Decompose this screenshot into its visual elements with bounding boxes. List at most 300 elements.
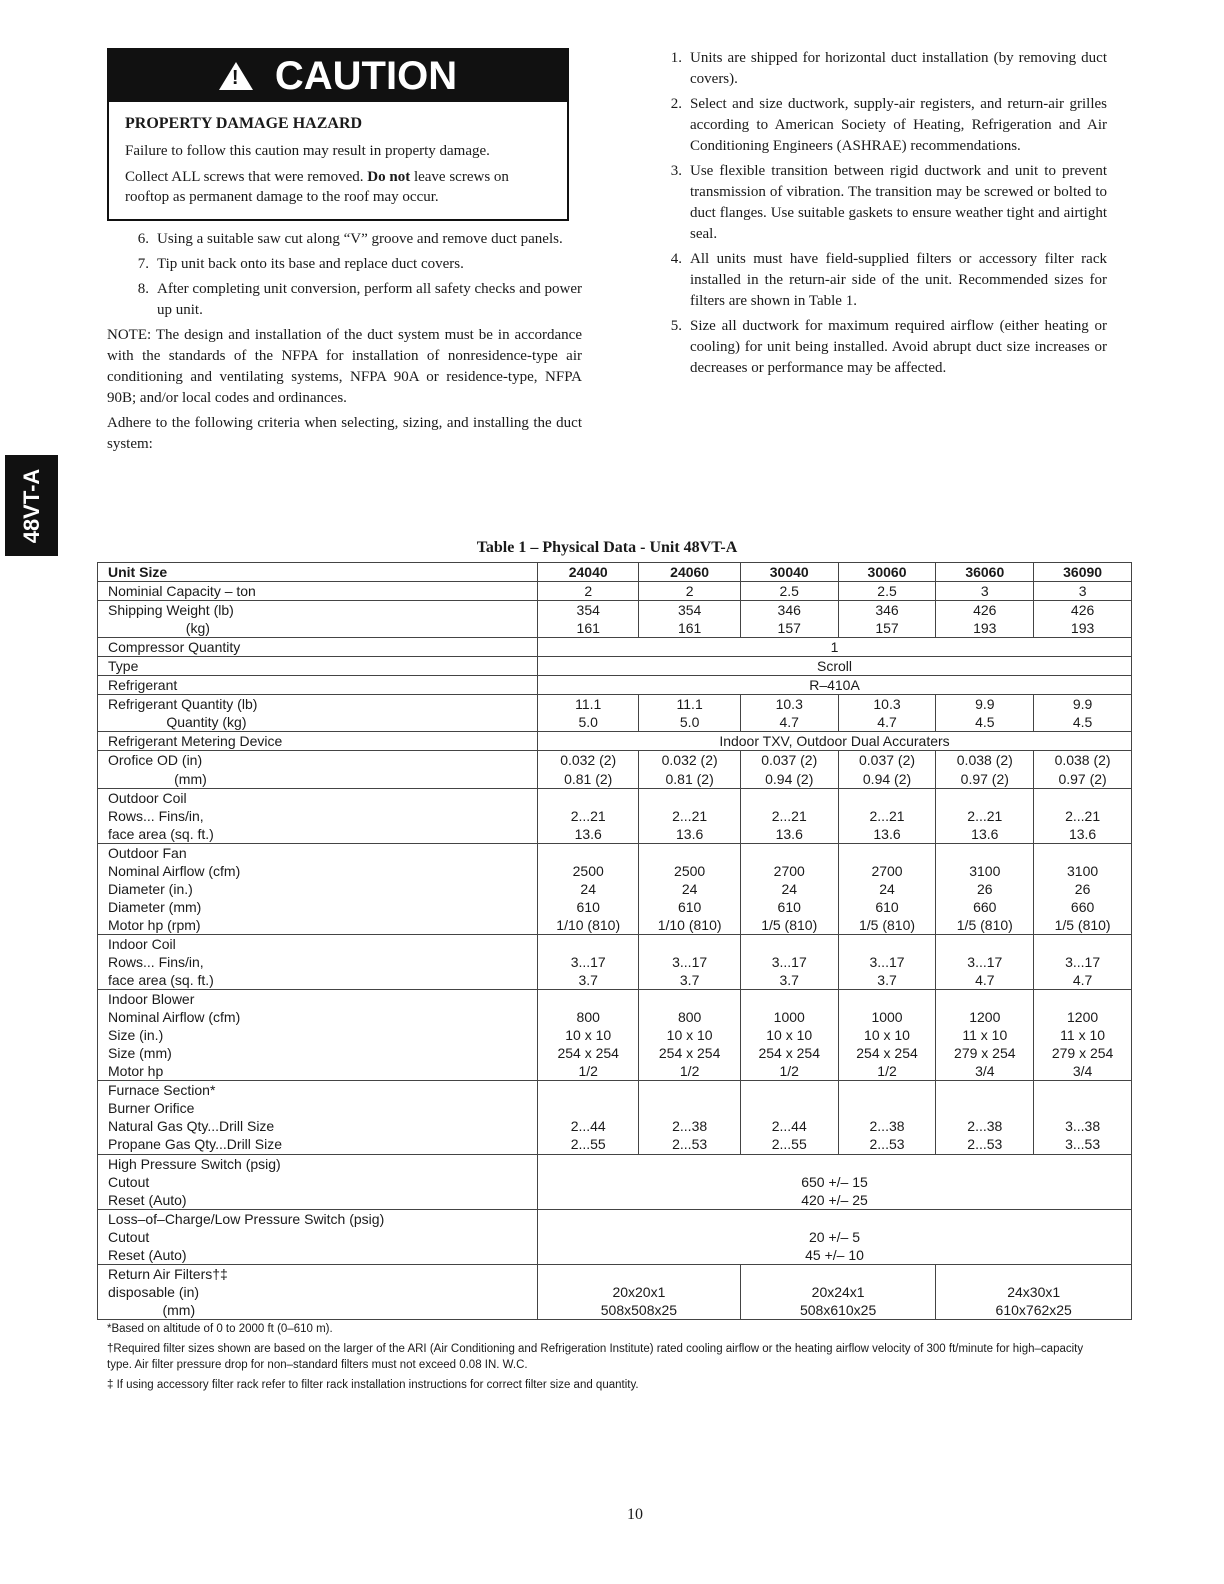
cell-value: [1034, 789, 1131, 807]
cell-value: [839, 1099, 936, 1117]
cell-value: 1/5 (810): [1054, 916, 1111, 933]
cell-value: 4.7: [1072, 972, 1093, 989]
row-label-line: face area (sq. ft.): [108, 972, 214, 989]
cell-value: 24: [681, 880, 698, 897]
list-item: [660, 249, 1107, 312]
cell-value: 3.7: [779, 972, 799, 989]
physical-data-table: [97, 562, 1132, 1320]
cell-value: 426: [1070, 602, 1095, 619]
row-label-line: Motor hp (rpm): [108, 916, 201, 933]
cell-value: 4.7: [877, 714, 897, 731]
cell-value: 2...21: [672, 807, 708, 824]
cell-value: 3...53: [1065, 1136, 1101, 1153]
row-label: [98, 934, 538, 989]
cell-value: [639, 935, 739, 953]
table-cell: [936, 1081, 1034, 1154]
table-cell: [639, 788, 740, 843]
table-row: [98, 695, 1132, 732]
row-label-line: Diameter (mm): [108, 898, 202, 915]
cell-value: 4.7: [779, 714, 799, 731]
cell-value: [538, 990, 638, 1008]
table-cell: [538, 934, 639, 989]
cell-value: 0.032 (2): [661, 752, 718, 769]
cell-value: 24x30x1: [1007, 1283, 1061, 1300]
cell-value: 20x24x1: [811, 1283, 865, 1300]
cell-value: 508x508x25: [600, 1301, 678, 1318]
row-label-line: Indoor Blower: [108, 991, 195, 1008]
cell-value: 161: [677, 620, 702, 637]
step-text: Tip unit back onto its base and replace duct covers.: [157, 256, 464, 272]
table-cell: [936, 601, 1034, 638]
cell-value: 2...21: [1065, 807, 1101, 824]
left-column: [107, 48, 582, 459]
cell-value: 254 x 254: [758, 1045, 820, 1062]
cell-value: 426: [973, 602, 997, 619]
row-label-line: Rows... Fins/in,: [108, 953, 204, 970]
cell-value: [639, 1081, 739, 1099]
table-cell: [639, 934, 740, 989]
cell-value: 610: [576, 898, 600, 915]
cell-value: 354: [677, 602, 702, 619]
cell-value: 254 x 254: [856, 1045, 918, 1062]
cell-value: 0.97 (2): [960, 770, 1009, 787]
cell-value: 24: [580, 880, 596, 897]
row-label-line: Compressor Quantity: [108, 639, 241, 656]
cell-value: 24: [781, 880, 798, 897]
row-label-line: High Pressure Switch (psig): [108, 1155, 281, 1172]
cell-value: [538, 935, 638, 953]
cell-value: 3...38: [1065, 1118, 1101, 1135]
cell-value: 0.94 (2): [765, 770, 814, 787]
cell-value: 36090: [1063, 564, 1103, 580]
cell-value: 13.6: [676, 825, 704, 842]
cell-value: 2...38: [967, 1118, 1003, 1135]
row-label-line: Refrigerant Quantity (lb): [108, 696, 258, 713]
table-cell: [838, 563, 936, 582]
row-label-line: Reset (Auto): [108, 1246, 187, 1263]
cell-value: 11 x 10: [1060, 1027, 1106, 1044]
cell-value: 11.1: [676, 696, 703, 713]
cell-value: 4.7: [975, 972, 995, 989]
cell-value: 2...21: [570, 807, 606, 824]
cell-value: 1/2: [578, 1063, 598, 1080]
table-row: [98, 732, 1132, 751]
table-row: [98, 638, 1132, 657]
cell-value: 1/5 (810): [858, 916, 916, 933]
cell-value: [936, 1265, 1131, 1283]
step-number: 4.: [670, 251, 682, 267]
row-label: [98, 843, 538, 934]
note-label: NOTE: [107, 327, 147, 343]
cell-value: 3...17: [869, 953, 905, 970]
page-number: 10: [627, 1506, 643, 1523]
cell-value: 2...21: [967, 807, 1003, 824]
row-label-line: Refrigerant Metering Device: [108, 733, 283, 750]
row-label: [98, 657, 538, 676]
cell-value: 2500: [572, 862, 604, 879]
cell-value: [538, 1155, 1131, 1173]
cell-value: 2...21: [869, 807, 905, 824]
row-label: [98, 1154, 538, 1209]
cell-value: 3: [1078, 583, 1087, 600]
table-cell: [936, 563, 1034, 582]
table-cell: [538, 990, 639, 1081]
cell-value: [1034, 844, 1131, 862]
cell-value: [741, 1099, 838, 1117]
cell-value: 1/5 (810): [956, 916, 1013, 933]
row-label-line: Size (mm): [108, 1045, 172, 1062]
list-item: [107, 254, 582, 275]
table-cell: [538, 657, 1132, 676]
cell-value: 157: [777, 620, 801, 637]
row-label-line: Refrigerant: [108, 677, 178, 694]
cell-value: 2...55: [570, 1136, 606, 1153]
table-cell: [740, 563, 838, 582]
row-label-line: (mm): [108, 1301, 196, 1318]
table-cell: [838, 695, 936, 732]
row-label: [98, 695, 538, 732]
cell-value: [839, 935, 936, 953]
cell-value: 2: [584, 583, 593, 600]
table-cell: [639, 843, 740, 934]
table-cell: [936, 843, 1034, 934]
cell-value: 0.037 (2): [858, 752, 916, 769]
note-text: : The design and installation of the duct system must be in accordance with the standards of the NFPA for installation of nonresidence-type air conditioning and ventilating systems, NFPA 90A or residence-type, NFPA 90B; and/or local codes and ordinances.: [107, 327, 582, 406]
cell-value: 5.0: [679, 714, 700, 731]
cell-value: 3.7: [578, 972, 598, 989]
cell-value: 11 x 10: [962, 1027, 1008, 1044]
cell-value: 26: [1074, 880, 1091, 897]
table-cell: [538, 563, 639, 582]
table-cell: [838, 601, 936, 638]
table-cell: [1034, 934, 1132, 989]
step-number: 3.: [670, 163, 682, 179]
table-row: [98, 582, 1132, 601]
table-row: [98, 601, 1132, 638]
table-cell: [740, 934, 838, 989]
cell-value: 3100: [1067, 862, 1099, 879]
row-label-line: Natural Gas Qty...Drill Size: [108, 1118, 275, 1135]
caution-text-post: leave screws on rooftop as permanent damage to the roof may occur.: [125, 169, 509, 205]
step-text: Use flexible transition between rigid ductwork and unit to prevent transmission of vibration. The transition may be screwed or bolted to duct flanges. Use suitable gaskets to ensure weather tight and airtight seal.: [690, 163, 1107, 242]
cell-value: 2...53: [967, 1136, 1003, 1153]
row-label-line: Outdoor Fan: [108, 844, 187, 861]
table-cell: [740, 788, 838, 843]
row-label: [98, 1264, 538, 1319]
cell-value: 610: [677, 898, 702, 915]
row-label-line: Nominal Airflow (cfm): [108, 862, 241, 879]
cell-value: 45 +/– 10: [805, 1246, 864, 1263]
step-number: 5.: [670, 318, 682, 334]
row-label-line: Diameter (in.): [108, 880, 193, 897]
cell-value: 2...38: [869, 1118, 905, 1135]
caution-title: PROPERTY DAMAGE HAZARD: [125, 115, 363, 132]
table-cell: [1034, 843, 1132, 934]
table-cell: [936, 788, 1034, 843]
table-cell: [1034, 1081, 1132, 1154]
cell-value: 3/4: [975, 1063, 995, 1080]
caution-text-pre: Collect ALL screws that were removed.: [125, 169, 368, 185]
step-text: After completing unit conversion, perform all safety checks and power up unit.: [157, 281, 582, 318]
list-item: [107, 279, 582, 321]
cell-value: [741, 1265, 936, 1283]
row-label-line: Quantity (kg): [108, 714, 247, 731]
cell-value: [538, 1081, 638, 1099]
table-cell: [936, 582, 1034, 601]
cell-value: 254 x 254: [557, 1045, 619, 1062]
table-row: [98, 843, 1132, 934]
row-label-line: Loss–of–Charge/Low Pressure Switch (psig): [108, 1210, 385, 1227]
row-label: [98, 990, 538, 1081]
step-number: 8.: [137, 281, 149, 297]
row-label-line: Furnace Section*: [108, 1082, 216, 1099]
caution-heading: CAUTION: [274, 53, 458, 98]
warning-triangle-icon: !: [219, 62, 253, 90]
table-cell: [538, 843, 639, 934]
cell-value: 5.0: [578, 714, 598, 731]
cell-value: [839, 990, 936, 1008]
cell-value: 10 x 10: [666, 1027, 713, 1044]
cell-value: 346: [777, 602, 801, 619]
table-cell: [538, 695, 639, 732]
table-row: [98, 751, 1132, 788]
footnote: †Required filter sizes shown are based on the larger of the ARI (Air Conditioning and Refrigeration Institute) rated cooling airflow or the heating airflow velocity of 300 ft/minute for high–capacity type. Air filter pressure drop for non–standard filters must not exceed 0.08 IN. W.C.: [107, 1342, 1084, 1371]
table-cell: [538, 638, 1132, 657]
table-cell: [740, 751, 838, 788]
cell-value: Indoor TXV, Outdoor Dual Accuraters: [719, 733, 950, 750]
cell-value: 0.037 (2): [761, 752, 818, 769]
table-row: [98, 934, 1132, 989]
cell-value: 30060: [867, 564, 907, 580]
row-label-line: (mm): [108, 770, 207, 787]
cell-value: [1034, 1081, 1131, 1099]
cell-value: 254 x 254: [658, 1045, 721, 1062]
table-cell: [538, 788, 639, 843]
cell-value: 0.97 (2): [1058, 770, 1107, 787]
caution-text: Failure to follow this caution may result in property damage.: [125, 143, 490, 159]
cell-value: 10.3: [873, 696, 901, 713]
cell-value: 3100: [969, 862, 1001, 879]
table-cell: [1034, 788, 1132, 843]
cell-value: 2...21: [771, 807, 807, 824]
list-item: [660, 316, 1107, 379]
row-label: [98, 601, 538, 638]
cell-value: 1/5 (810): [761, 916, 818, 933]
row-label-line: Cutout: [108, 1173, 150, 1190]
cell-value: R–410A: [809, 677, 860, 694]
cell-value: [741, 844, 838, 862]
table-cell: [740, 843, 838, 934]
cell-value: 2.5: [877, 583, 897, 600]
list-item: [660, 48, 1107, 90]
cell-value: 1/2: [779, 1063, 799, 1080]
table-cell: [936, 990, 1034, 1081]
cell-value: 10 x 10: [766, 1027, 813, 1044]
table-cell: [538, 1154, 1132, 1209]
step-number: 1.: [670, 50, 682, 66]
cell-value: 2...53: [869, 1136, 905, 1153]
table-row: [98, 788, 1132, 843]
row-label-line: Unit Size: [108, 564, 168, 580]
step-text: All units must have field-supplied filters or accessory filter rack installed in the return-air side of the unit. Recommended sizes for filters are shown in Table 1.: [690, 251, 1107, 309]
cell-value: 0.038 (2): [1054, 752, 1111, 769]
cell-value: 0.81 (2): [665, 770, 714, 787]
table-cell: [936, 751, 1034, 788]
cell-value: [538, 789, 638, 807]
list-item: [660, 94, 1107, 157]
cell-value: 1200: [969, 1009, 1001, 1026]
row-label-line: Shipping Weight (lb): [108, 602, 234, 619]
row-label-line: Propane Gas Qty...Drill Size: [108, 1136, 283, 1153]
step-number: 7.: [137, 256, 149, 272]
row-label: [98, 676, 538, 695]
cell-value: [839, 1081, 936, 1099]
table-cell: [740, 601, 838, 638]
cell-value: 2500: [674, 862, 706, 879]
table-cell: [538, 582, 639, 601]
list-item: [107, 229, 582, 250]
cell-value: [936, 990, 1033, 1008]
table-row: [98, 1264, 1132, 1319]
table-cell: [838, 934, 936, 989]
cell-value: 2...44: [570, 1118, 606, 1135]
table-cell: [838, 582, 936, 601]
cell-value: [639, 789, 739, 807]
row-label: [98, 1209, 538, 1264]
cell-value: 1: [830, 639, 839, 656]
row-label: [98, 563, 538, 582]
step-number: 6.: [137, 231, 149, 247]
table-cell: [538, 676, 1132, 695]
row-label: [98, 638, 538, 657]
cell-value: 13.6: [1068, 825, 1097, 842]
caution-header: [109, 50, 567, 102]
row-label-line: Cutout: [108, 1228, 150, 1245]
cell-value: 3...17: [967, 953, 1003, 970]
cell-value: 3...17: [570, 953, 606, 970]
cell-value: 193: [1070, 620, 1095, 637]
footnotes: [107, 1320, 1107, 1393]
table-row: [98, 1154, 1132, 1209]
row-label-line: Reset (Auto): [108, 1191, 187, 1208]
cell-value: 1/2: [679, 1063, 700, 1080]
cell-value: 1/10 (810): [657, 916, 722, 933]
cell-value: [639, 844, 739, 862]
cell-value: 0.94 (2): [862, 770, 912, 787]
cell-value: 650 +/– 15: [801, 1173, 868, 1190]
row-label-line: Orofice OD (in): [108, 752, 203, 769]
table-row: [98, 657, 1132, 676]
cell-value: 1200: [1067, 1009, 1099, 1026]
cell-value: 36060: [965, 564, 1005, 580]
row-label-line: Nominal Airflow (cfm): [108, 1009, 241, 1026]
cell-value: [936, 1099, 1033, 1117]
list-item: [660, 161, 1107, 245]
cell-value: 279 x 254: [954, 1045, 1016, 1062]
table-cell: [639, 582, 740, 601]
row-label-line: Burner Orifice: [108, 1100, 195, 1117]
cell-value: 3.7: [679, 972, 700, 989]
page-content: [0, 48, 1224, 1397]
cell-value: 0.038 (2): [956, 752, 1013, 769]
table-cell: [1034, 695, 1132, 732]
table-cell: [1034, 601, 1132, 638]
cell-value: 13.6: [574, 825, 602, 842]
cell-value: 24040: [568, 564, 608, 580]
cell-value: [936, 789, 1033, 807]
cell-value: 1000: [773, 1009, 805, 1026]
note-paragraph: [107, 325, 582, 409]
table-row: [98, 1209, 1132, 1264]
cell-value: Scroll: [816, 658, 852, 675]
table-cell: [1034, 751, 1132, 788]
cell-value: 0.032 (2): [560, 752, 617, 769]
table-cell: [740, 1081, 838, 1154]
side-tab-label: 48VT-A: [18, 468, 44, 543]
row-label: [98, 732, 538, 751]
cell-value: 26: [977, 880, 993, 897]
row-label-line: Motor hp: [108, 1063, 164, 1080]
footnote: ‡ If using accessory filter rack refer to filter rack installation instructions for correct filter size and quantity.: [107, 1378, 639, 1391]
cell-value: 610: [777, 898, 801, 915]
table-cell: [838, 990, 936, 1081]
cell-value: 4.5: [1072, 714, 1093, 731]
cell-value: 1000: [871, 1009, 903, 1026]
row-label-line: (kg): [108, 620, 210, 637]
cell-value: 800: [677, 1009, 702, 1026]
table-cell: [538, 751, 639, 788]
table-cell: [538, 1081, 639, 1154]
cell-value: [936, 844, 1033, 862]
cell-value: 13.6: [873, 825, 901, 842]
table-cell: [1034, 990, 1132, 1081]
step-text: Units are shipped for horizontal duct installation (by removing duct covers).: [690, 50, 1107, 87]
caution-box: [107, 48, 569, 221]
table-row: [98, 563, 1132, 582]
cell-value: 2...55: [771, 1136, 807, 1153]
table-cell: [936, 695, 1034, 732]
table-cell: [639, 1081, 740, 1154]
cell-value: [639, 1099, 739, 1117]
table-cell: [936, 1264, 1132, 1319]
footnote: *Based on altitude of 0 to 2000 ft (0–610 m).: [107, 1322, 333, 1335]
step-number: 2.: [670, 96, 682, 112]
table-cell: [838, 1081, 936, 1154]
table-cell: [1034, 563, 1132, 582]
row-label-line: Indoor Coil: [108, 935, 176, 952]
row-label-line: Type: [108, 658, 139, 675]
cell-value: [936, 935, 1033, 953]
cell-value: 2...53: [672, 1136, 708, 1153]
table-cell: [639, 695, 740, 732]
criteria-intro: Adhere to the following criteria when selecting, sizing, and installing the duct system:: [107, 415, 582, 452]
table-cell: [639, 563, 740, 582]
cell-value: 9.9: [1072, 696, 1093, 713]
cell-value: 2: [685, 583, 694, 600]
cell-value: [741, 789, 838, 807]
table-cell: [740, 1264, 936, 1319]
cell-value: 0.81 (2): [564, 770, 613, 787]
cell-value: 2.5: [779, 583, 799, 600]
cell-value: 2...44: [771, 1118, 807, 1135]
table-cell: [639, 601, 740, 638]
cell-value: 161: [576, 620, 600, 637]
cell-value: 2...38: [672, 1118, 708, 1135]
table-cell: [838, 788, 936, 843]
cell-value: 660: [1070, 898, 1095, 915]
table-cell: [936, 934, 1034, 989]
cell-value: [839, 844, 936, 862]
